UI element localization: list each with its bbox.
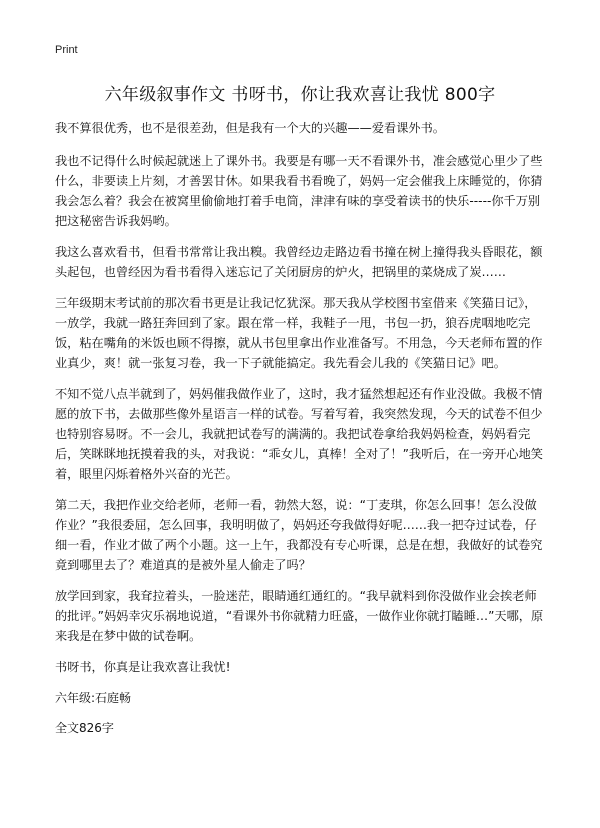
article-title: 六年级叙事作文 书呀书，你让我欢喜让我忧 800字 — [104, 85, 496, 105]
article-paragraph: 三年级期末考试前的那次看书更是让我记忆犹深。那天我从学校图书室借来《笑猫日记》，一放学，我就一路狂奔回到了家。跟在常一样，我鞋子一甩，书包一扔，狼吞虎咽地吃完饭，粘在嘴角的米饭也顾不得擦，就从书包里拿出作业准备写。不用急，今天老师布置的作业真少，爽！就一张复习卷，我一下子就能搞定。我先看会儿我的《笑猫日记》吧。 — [55, 296, 543, 370]
article-paragraph: 我不算很优秀，也不是很差劲，但是我有一个大的兴趣——爱看课外书。 — [55, 121, 445, 135]
article-paragraph: 我这么喜欢看书，但看书常常让我出糗。我曾经边走路边看书撞在树上撞得我头昏眼花，额头起包，也曾经因为看书看得入迷忘记了关闭厨房的炉火，把锅里的菜烧成了炭…… — [55, 245, 543, 279]
article-paragraph: 书呀书，你真是让我欢喜让我忧! — [55, 660, 231, 674]
article-body — [55, 118, 547, 748]
article-paragraph: 放学回到家，我耷拉着头，一脸迷茫，眼睛通红通红的。“我早就料到你没做作业会挨老师的批评。”妈妈幸灾乐祸地说道，“看课外书你就精力旺盛，一做作业你就打瞌睡…”天哪，原来我是在梦中做的试卷啊。 — [55, 589, 544, 643]
article-paragraph: 第二天，我把作业交给老师，老师一看，勃然大怒，说：“丁麦琪，你怎么回事！怎么没做作业？”我很委屈，怎么回事，我明明做了，妈妈还夸我做得好呢……我一把夺过试卷，仔细一看，作业才做了两个小题。这一上午，我都没有专心听课，总是在想，我做好的试卷究竟到哪里去了？难道真的是被外星人偷走了吗？ — [55, 498, 543, 572]
author-line: 六年级:石庭畅 — [55, 691, 132, 705]
article-paragraph: 我也不记得什么时候起就迷上了课外书。我要是有哪一天不看课外书，准会感觉心里少了些什么，非要读上片刻，才善罢甘休。如果我看书看晚了，妈妈一定会催我上床睡觉的，你猜我会怎么着？我会在被窝里偷偷地打着手电筒，津津有味的享受着读书的快乐-----你千万别把这秘密告诉我妈哟。 — [55, 154, 543, 228]
print-link[interactable]: Print — [55, 44, 78, 56]
word-count: 全文826字 — [55, 721, 114, 735]
article-paragraph: 不知不觉八点半就到了，妈妈催我做作业了，这时，我才猛然想起还有作业没做。我极不情愿的放下书，去做那些像外星语言一样的试卷。写着写着，我突然发现，今天的试卷不但少也特别容易呀。不一会儿，我就把试卷写的满满的。我把试卷拿给我妈妈检查，妈妈看完后，笑眯眯地抚摸着我的头，对我说：“乖女儿，真棒！全对了！”我听后，在一旁开心地笑着，眼里闪烁着格外兴奋的光芒。 — [55, 387, 543, 481]
